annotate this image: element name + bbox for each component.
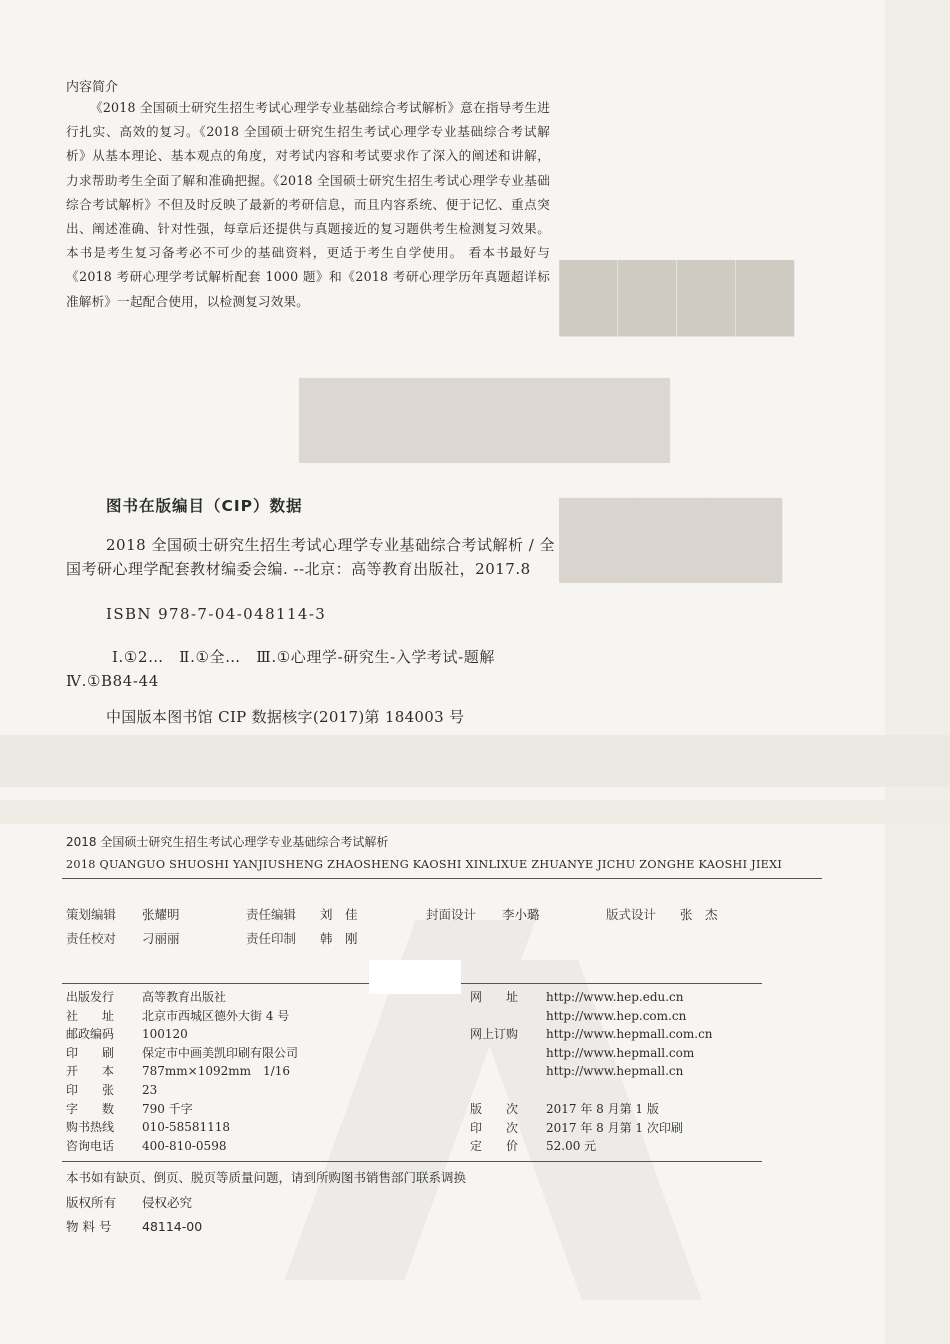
cip-note: 中国版本图书馆 CIP 数据核字(2017)第 184003 号 [106,708,465,726]
cover-design-label: 封面设计 [426,907,477,922]
print-supervisor: 韩 刚 [320,931,358,946]
book-title-cn: 2018 全国硕士研究生招生考试心理学专业基础综合考试解析 [66,835,389,849]
planning-editor: 张耀明 [142,907,180,922]
planning-editor-label: 策划编辑 [66,907,117,922]
proofreader: 刁丽丽 [142,931,180,946]
pub-row: 咨询电话 400-810-0598 [66,1138,227,1153]
pub-row: 邮政编码 100120 [66,1027,188,1042]
layout-design: 张 杰 [680,907,718,922]
pub-row: 印 张 23 [66,1082,158,1097]
pub-row: 定 价 52.00 元 [470,1139,597,1154]
layout-design-label: 版式设计 [606,907,657,922]
pub-row: 字 数 790 千字 [66,1101,193,1116]
divider [62,1161,762,1162]
pub-row: 社 址 北京市西城区德外大街 4 号 [66,1008,290,1023]
copyright-line [66,1193,192,1211]
quality-notice: 本书如有缺页、倒页、脱页等质量问题，请到所购图书销售部门联系调换 [66,1170,467,1185]
cover-design: 李小璐 [502,907,540,922]
pub-row: http://www.hepmall.cn [546,1064,684,1079]
bleed-through-glyphs: ▆▆▆▆▆ [300,350,670,462]
cip-isbn: ISBN 978-7-04-048114-3 [106,605,327,623]
print-supervisor-label: 责任印制 [246,931,297,946]
divider [62,878,822,879]
blank-patch [369,960,461,994]
pub-row: 出版发行 高等教育出版社 [66,990,227,1004]
page-edge-shadow [885,0,950,1344]
pub-row: 印 刷 保定市中画美凯印刷有限公司 [66,1045,299,1060]
publication-info-edition [470,1100,683,1156]
pub-row: 购书热线 010-58581118 [66,1120,231,1135]
pub-row: 网上订购 http://www.hepmall.com.cn [470,1027,713,1042]
cip-heading: 图书在版编目（CIP）数据 [106,497,303,515]
bleed-through-band [0,735,950,787]
intro-heading: 内容简介 [66,80,119,95]
cip-classification: Ⅰ.①2… Ⅱ.①全… Ⅲ.①心理学-研究生-入学考试-题解 Ⅳ.①B84-44 [66,648,511,690]
pub-row: 版 次 2017 年 8 月第 1 版 [470,1102,659,1116]
pub-row: 印 次 2017 年 8 月第 1 次印刷 [470,1120,683,1135]
pub-row: 开 本 787mm×1092mm 1/16 [66,1064,290,1079]
bleed-through-glyphs: ▆▆▆ [560,470,782,582]
cip-record: 2018 全国硕士研究生招生考试心理学专业基础综合考试解析 / 全国考研心理学配套教材编委会编. --北京：高等教育出版社，2017.8 [66,536,556,578]
pub-row: http://www.hepmall.com [546,1045,695,1060]
responsible-editor: 刘 佳 [320,907,358,922]
publication-info-left [66,988,298,1155]
bleed-through-band [0,800,950,824]
item-number-line [66,1217,202,1235]
proofreader-label: 责任校对 [66,931,117,946]
book-title-pinyin: 2018 QUANGUO SHUOSHI YANJIUSHENG ZHAOSHENG KAOSHI XINLIXUE ZHUANYE JICHU ZONGHE KAOSHI JIEXI [66,858,783,871]
pub-row: http://www.hep.com.cn [546,1008,687,1023]
copyright-label: 版权所有 [66,1195,117,1210]
pub-row: 网 址 http://www.hep.edu.cn [470,990,684,1004]
responsible-editor-label: 责任编辑 [246,907,297,922]
intro-body: 《2018 全国硕士研究生招生考试心理学专业基础综合考试解析》意在指导考生进行扎实、高效的复习。《2018 全国硕士研究生招生考试心理学专业基础综合考试解析》从基本理论、基本观点的角度，对考试内容和考试要求作了深入的阐述和讲解，力求帮助考生全面了解和准确把握。《2018 全国硕士研究生招生考试心理学专业基础综合考试解析》不但及时反映了最新的考研信息，而且内容系统、便于记忆、重点突出、阐述准确、针对性强，每章后还提供与真题接近的复习题供考生检测复习效果。本书是考生复习备考必不可少的基础资料，更适于考生自学使用。 看本书最好与《2018 考研心理学考试解析配套 1000 题》和《2018 考研心理学历年真题超详标准解析》一起配合使用，以检测复习效果。 [66,100,550,309]
publication-info-web [470,988,713,1081]
item-number: 48114-00 [142,1219,203,1234]
copyright-value: 侵权必究 [142,1195,193,1210]
item-number-label: 物 料 号 [66,1219,112,1234]
bleed-through-glyphs: ▇▇▇▇ [560,250,796,336]
